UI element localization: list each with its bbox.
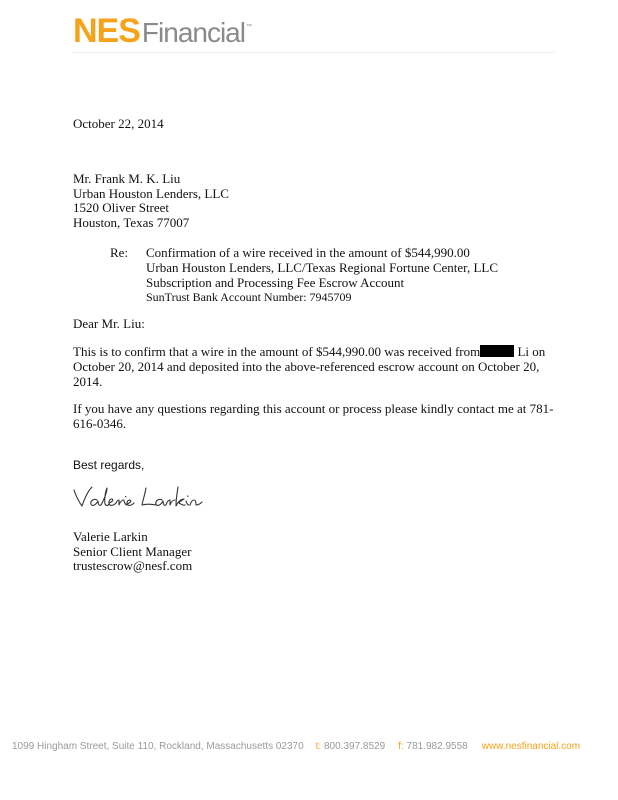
footer-fax-number: 781.982.9558 [406, 741, 468, 752]
redaction-box [480, 345, 514, 357]
re-line-4: SunTrust Bank Account Number: 7945709 [146, 290, 352, 304]
recipient-street: 1520 Oliver Street [73, 200, 170, 215]
company-logo [73, 12, 252, 52]
logo-financial-text: Financial [141, 17, 245, 48]
recipient-city: Houston, Texas 77007 [73, 214, 190, 230]
letterhead-footer [12, 741, 612, 752]
recipient-address [73, 172, 229, 230]
re-line-1: Confirmation of a wire received in the amount of $544,990.00 [146, 245, 470, 260]
handwritten-signature [70, 478, 220, 514]
footer-fax [398, 741, 468, 752]
body-p1-after: Li on October 20, 2014 and deposited into the above-referenced escrow account on October 20, 2014. [73, 344, 546, 389]
logo-nes-text: NES [73, 12, 140, 50]
header-divider [73, 52, 555, 53]
signer-email: trustescrow@nesf.com [73, 558, 193, 573]
footer-address: 1099 Hingham Street, Suite 110, Rockland, Massachusetts 02370 [12, 741, 304, 752]
body-paragraph-1 [73, 344, 563, 389]
re-line-3: Subscription and Processing Fee Escrow Account [146, 275, 405, 290]
footer-phone [316, 741, 386, 752]
footer-phone-label: t: [315, 741, 322, 752]
footer-fax-label: f: [398, 741, 404, 752]
body-p1-before: This is to confirm that a wire in the amount of $544,990.00 was received from [73, 344, 481, 359]
recipient-name: Mr. Frank M. K. Liu [73, 171, 181, 186]
recipient-company: Urban Houston Lenders, LLC [73, 185, 229, 201]
salutation: Dear Mr. Liu: [73, 316, 145, 331]
footer-website-link[interactable]: www.nesfinancial.com [481, 741, 581, 752]
closing: Best regards, [73, 458, 145, 472]
signer-block [73, 530, 192, 574]
body-paragraph-2: If you have any questions regarding this account or process please kindly contact me at 781-616-0346. [73, 401, 554, 431]
logo-trademark: ™ [245, 24, 252, 30]
re-subject [146, 245, 498, 305]
signer-title: Senior Client Manager [73, 543, 192, 559]
footer-phone-number: 800.397.8529 [324, 741, 386, 752]
re-label: Re: [110, 245, 129, 260]
re-line-2: Urban Houston Lenders, LLC/Texas Regional Fortune Center, LLC [146, 260, 499, 275]
letter-date: October 22, 2014 [73, 116, 164, 131]
signer-name: Valerie Larkin [73, 529, 148, 544]
